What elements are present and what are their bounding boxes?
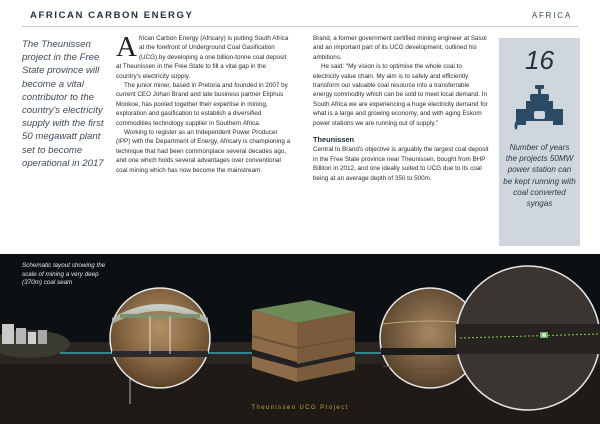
industrial-valve-pipe-icon [512,85,567,140]
stat-callout-box [499,38,580,246]
paragraph-text: frican Carbon Energy (Africary) is putting South Africa at the forefront of Underground Coal Gasification (UCG) by developing a one billion-tonne coal deposit at Theunissen in the Free State to fill a vital gap in the country's electricity supply. [116,35,289,80]
page-header-title: AFRICAN CARBON ENERGY [30,10,194,21]
article-paragraph: He said: "My vision is to optimise the whole coal to electricity value chain. My aim is to safely and efficiently transform our valuable coal resource into a transferrable energy commodity which can be sold to meet local demand. In South Africa we are experiencing a huge electricity demand for what is a large and growing economy, and with aging Eskom power stations we are running out of supply." [313,63,488,127]
article-paragraph: Working to register as an Independent Power Producer (IPP) with the Department of Energy, Africary is championing a technique that had been commonplace several decades ago, and one which holds several advantages over conventional coal mining which has now become the mainstream. [116,129,291,174]
article-column-2 [313,34,489,183]
drop-cap: A [116,31,137,63]
article-paragraph [116,31,292,81]
stat-number: 16 [525,45,554,75]
article-paragraph: Brand, a former government certified mining engineer at Sasol and an important part of its UCG development, outlined his ambitions. [313,35,487,61]
page-header [0,0,600,32]
diagram-credit: Theunissen UCG Project [251,405,349,411]
section-label: AFRICA [531,11,572,20]
article-column-1 [116,31,292,175]
article-subheading: Theunissen [313,135,355,145]
article-paragraph: Central to Brand's objective is arguably the largest coal deposit in the Free State province near Theunissen, bought from BHP Billiton in 2012, and one ideally suited to UCG due to its coal being at an average depth of 350 to 500m. [313,146,489,182]
header-divider [22,26,578,27]
pull-quote: The Theunissen project in the Free State province will become a vital contributor to the country's electricity supply with the first 50 megawatt plant set to become operational in 2017 [22,39,104,169]
stat-caption: Number of years the projects 50MW power station can be kept running with coal converted syngas [503,143,576,209]
article-paragraph: The junior miner, based in Pretoria and founded in 2007 by current CEO Johan Brand and late business partner Eliphus Monkoe, has pooled together their expertise in mining, exploration and gasification to establish a diversified commodities technology supplier in Southern Africa. [116,82,288,127]
diagram-caption: Schematic layout showing the scale of mining a very deep (370m) coal seam [22,262,106,287]
